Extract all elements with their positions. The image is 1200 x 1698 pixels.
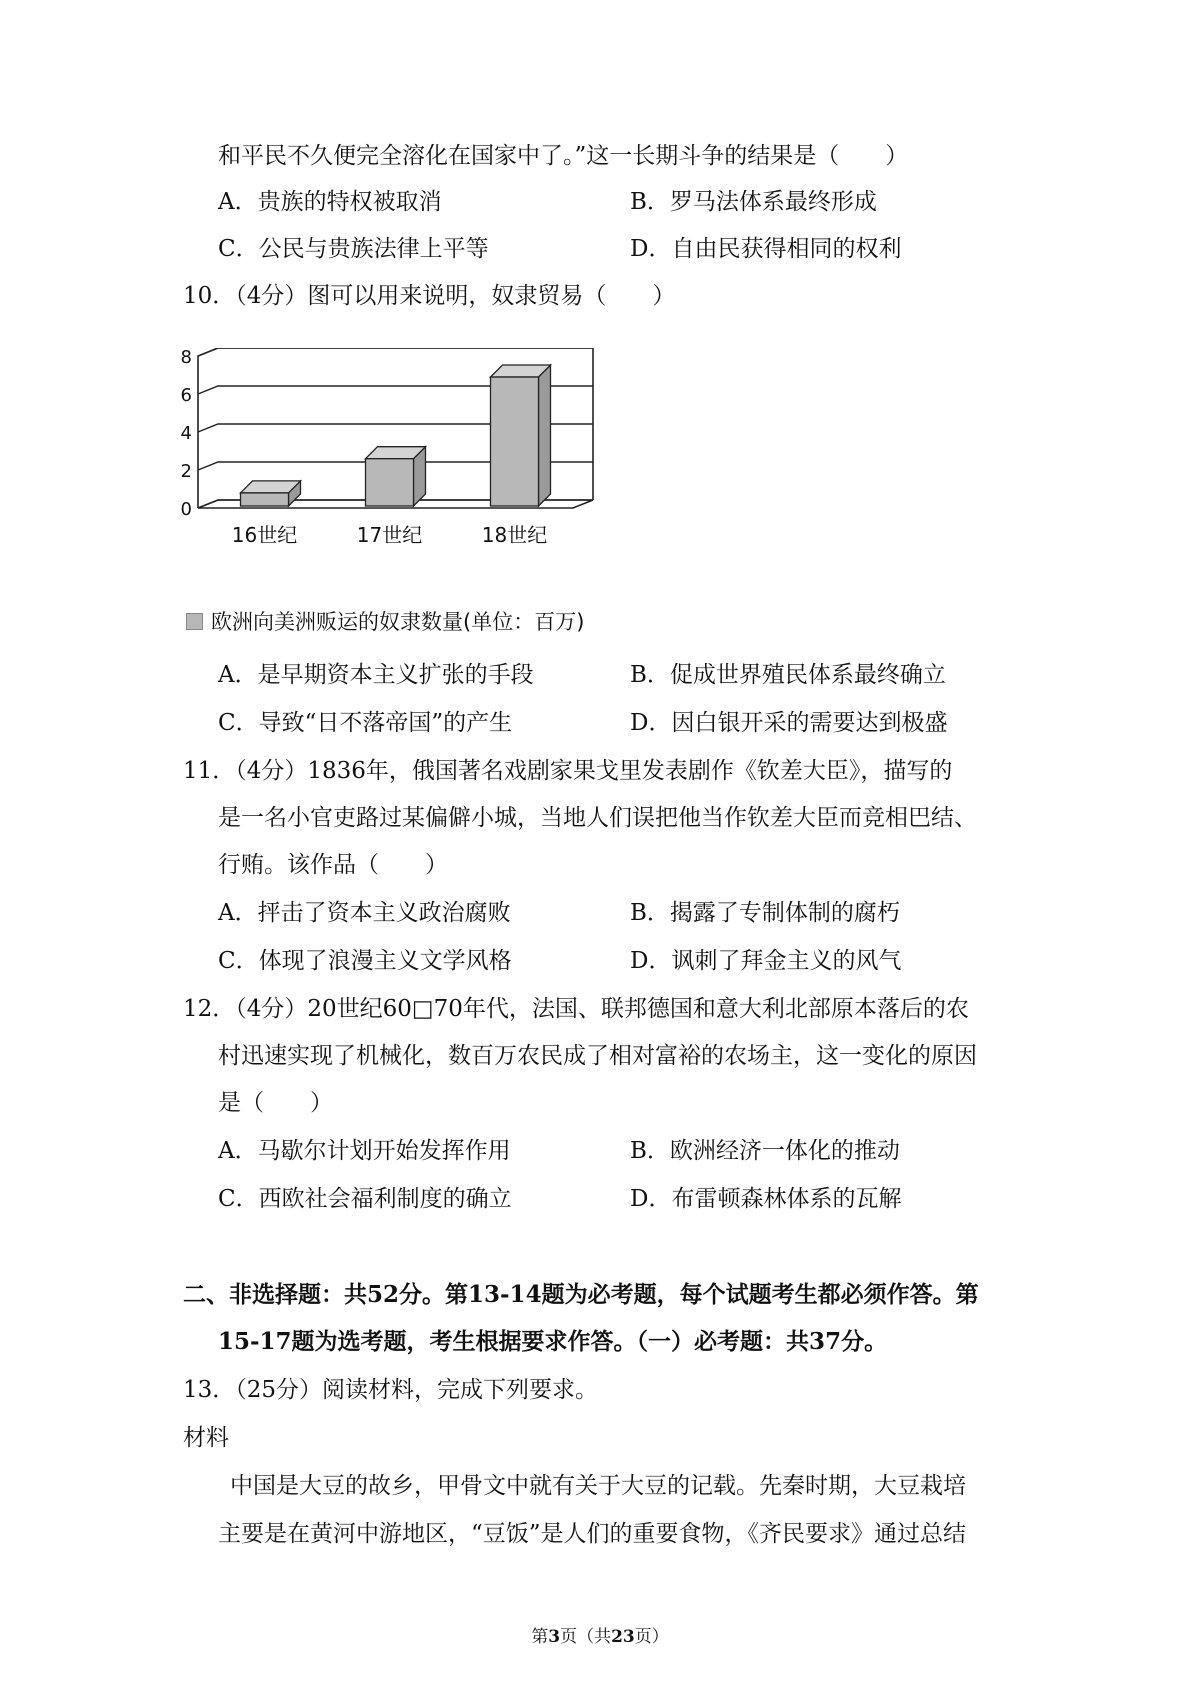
q13-stem: 13．（25分）阅读材料，完成下列要求。 bbox=[183, 1377, 599, 1403]
q13-material-line-1: 中国是大豆的故乡，甲骨文中就有关于大豆的记载。先秦时期，大豆栽培 bbox=[230, 1473, 966, 1499]
footer-total-pages: 23 bbox=[611, 1627, 635, 1647]
y-tick-label: 8 bbox=[180, 348, 192, 368]
chart-y-ticks bbox=[181, 348, 192, 520]
section-2-heading-line-2: 15-17题为选考题，考生根据要求作答。（一）必考题：共37分。 bbox=[218, 1328, 888, 1355]
bar-1 bbox=[241, 481, 301, 506]
y-tick-label: 4 bbox=[180, 423, 192, 444]
q13-material-label: 材料 bbox=[183, 1425, 229, 1451]
q12-option-d: D．布雷顿森林体系的瓦解 bbox=[630, 1186, 902, 1212]
x-tick-label: 18世纪 bbox=[481, 523, 548, 547]
q11-stem-line-3: 行贿。该作品（ ） bbox=[218, 852, 448, 878]
chart-gridline bbox=[198, 348, 593, 356]
y-tick-label: 6 bbox=[180, 385, 192, 406]
section-2-heading-line-1: 二、非选择题：共52分。第13-14题为必考题，每个试题考生都必须作答。第 bbox=[183, 1281, 979, 1308]
q11-option-d: D．讽刺了拜金主义的风气 bbox=[630, 948, 902, 974]
q10-stem: 10．（4分）图可以用来说明，奴隶贸易（ ） bbox=[183, 283, 676, 309]
chart-x-ticks bbox=[232, 523, 547, 547]
q11-stem-line-1: 11．（4分）1836年，俄国著名戏剧家果戈里发表剧作《钦差大臣》，描写的 bbox=[183, 758, 953, 784]
slave-trade-bar-chart bbox=[178, 348, 618, 603]
q12-option-b: B．欧洲经济一体化的推动 bbox=[630, 1138, 900, 1164]
q10-option-c: C．导致“日不落帝国”的产生 bbox=[218, 710, 513, 736]
q13-material-line-2: 主要是在黄河中游地区，“豆饭”是人们的重要食物，《齐民要求》通过总结 bbox=[218, 1521, 967, 1547]
x-tick-label: 17世纪 bbox=[356, 523, 423, 547]
page-footer bbox=[0, 1626, 1200, 1648]
q11-option-a: A．抨击了资本主义政治腐败 bbox=[218, 900, 511, 926]
q10-option-d: D．因白银开采的需要达到极盛 bbox=[630, 710, 948, 736]
x-tick-label: 16世纪 bbox=[231, 523, 298, 547]
footer-page-number: 3 bbox=[548, 1627, 561, 1647]
q12-option-a: A．马歇尔计划开始发挥作用 bbox=[218, 1138, 511, 1164]
q11-option-c: C．体现了浪漫主义文学风格 bbox=[218, 948, 512, 974]
q10-option-b: B．促成世界殖民体系最终确立 bbox=[630, 662, 946, 688]
footer-mid: 页（共 bbox=[560, 1627, 612, 1647]
q12-stem-line-3: 是（ ） bbox=[218, 1090, 333, 1116]
legend-swatch bbox=[186, 613, 203, 630]
q12-option-c: C．西欧社会福利制度的确立 bbox=[218, 1186, 512, 1212]
y-tick-label: 0 bbox=[180, 499, 192, 520]
q10-option-a: A．是早期资本主义扩张的手段 bbox=[218, 662, 534, 688]
chart-legend bbox=[186, 608, 584, 636]
q12-stem-line-2: 村迅速实现了机械化，数百万农民成了相对富裕的农场主，这一变化的原因 bbox=[218, 1043, 977, 1069]
y-tick-label: 2 bbox=[180, 461, 192, 482]
q12-stem-line-1: 12．（4分）20世纪60□70年代，法国、联邦德国和意大利北部原本落后的农 bbox=[183, 996, 969, 1022]
q9-option-b: B．罗马法体系最终形成 bbox=[630, 189, 877, 215]
footer-suffix: 页） bbox=[634, 1627, 669, 1647]
q11-stem-line-2: 是一名小官吏路过某偏僻小城，当地人们误把他当作钦差大臣而竞相巴结、 bbox=[218, 805, 977, 831]
legend-label: 欧洲向美洲贩运的奴隶数量(单位：百万) bbox=[211, 610, 585, 634]
bar-2 bbox=[366, 447, 426, 506]
footer-prefix: 第 bbox=[531, 1627, 549, 1647]
q9-option-a: A．贵族的特权被取消 bbox=[218, 189, 442, 215]
q9-option-c: C．公民与贵族法律上平等 bbox=[218, 236, 489, 262]
q9-stem-tail: 和平民不久便完全溶化在国家中了。”这一长期斗争的结果是（ ） bbox=[218, 143, 909, 169]
q9-option-d: D．自由民获得相同的权利 bbox=[630, 236, 902, 262]
bar-3 bbox=[491, 365, 551, 506]
q11-option-b: B．揭露了专制体制的腐朽 bbox=[630, 900, 900, 926]
